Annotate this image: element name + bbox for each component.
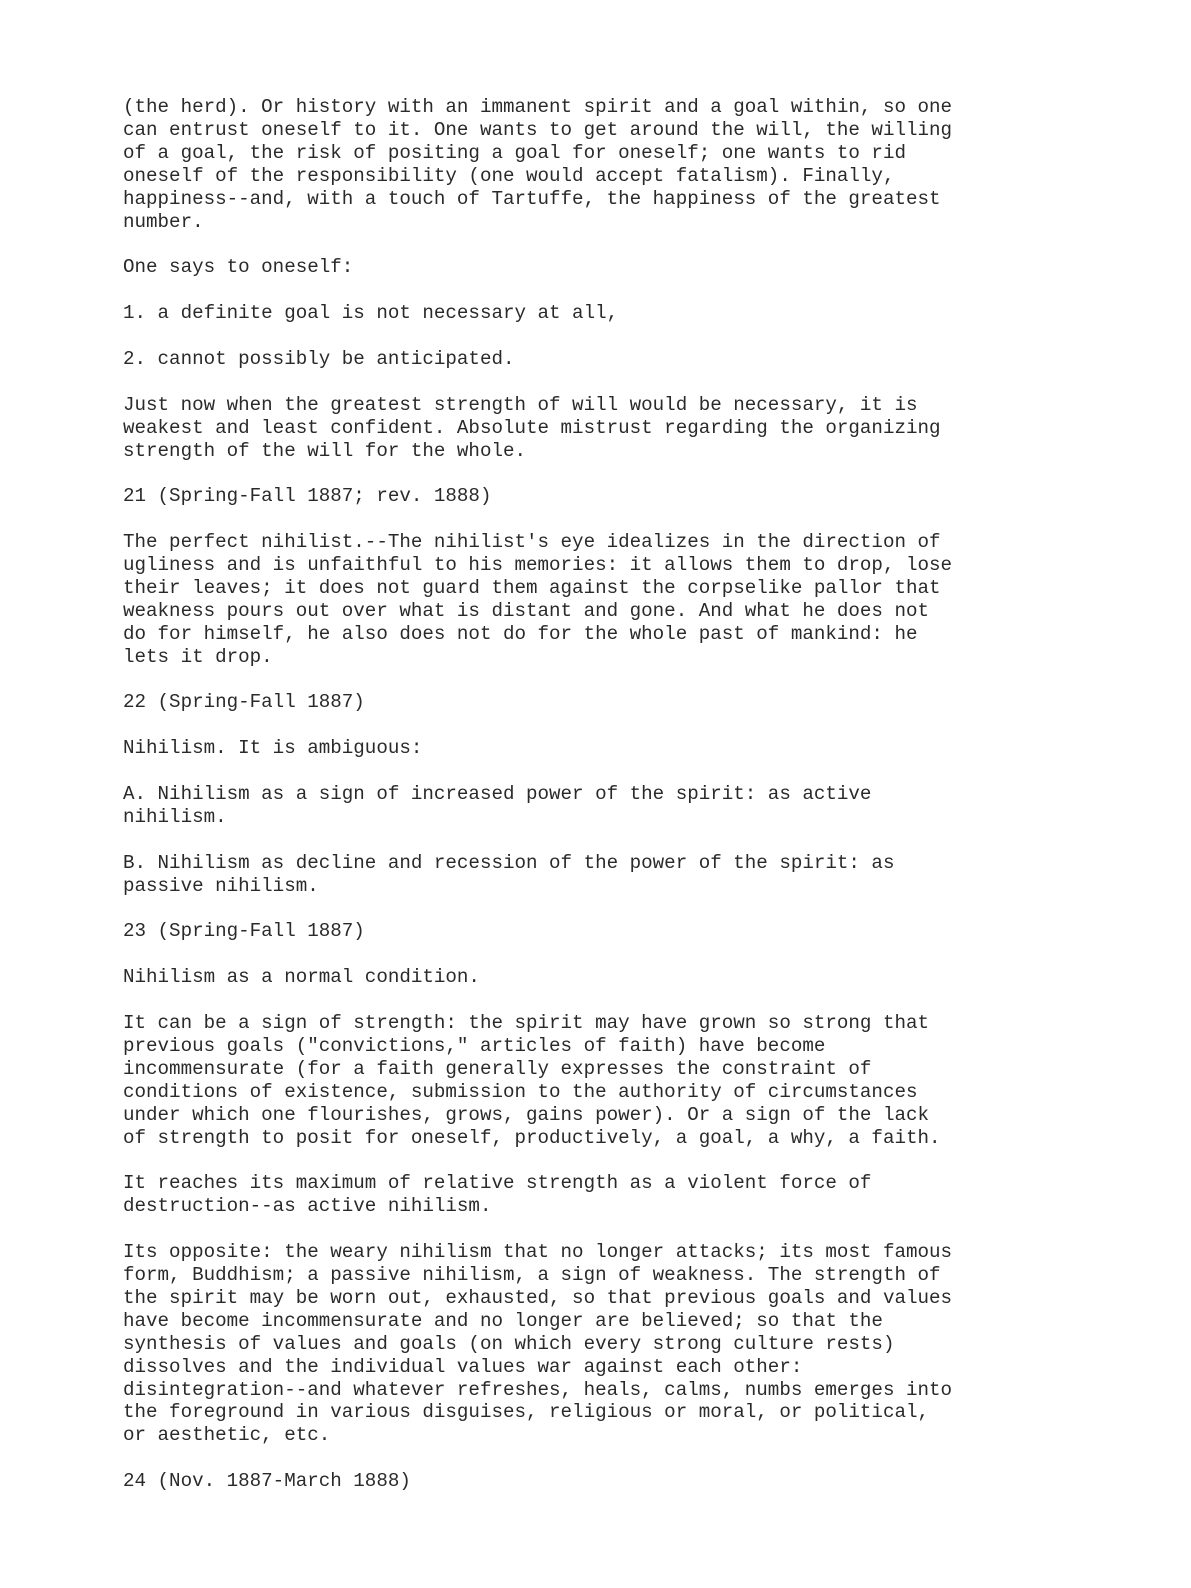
section-heading-21: 21 (Spring-Fall 1887; rev. 1888) (123, 485, 492, 508)
paragraph-one-says: One says to oneself: (123, 256, 354, 279)
paragraph-just-now: Just now when the greatest strength of will would be necessary, it is weakest and least confident. Absolute mistrust regarding the organizing strength of the will for the whole. (123, 393, 941, 462)
list-item-a: A. Nihilism as a sign of increased power of the spirit: as active nihilism. (123, 783, 872, 828)
paragraph-herd-history: (the herd). Or history with an immanent spirit and a goal within, so one can entrust oneself to it. One wants to get around the will, the willing of a goal, the risk of positing a goal for oneself; one wants to rid oneself of the responsibility (one would accept fatalism). Finally, happiness--and, with a touch of Tartuffe, the happiness of the greatest number. (123, 96, 953, 233)
paragraph-perfect-nihilist: The perfect nihilist.--The nihilist's eye idealizes in the direction of ugliness and is unfaithful to his memories: it allows them to drop, lose their leaves; it does not guard them against the corpselike pallor that weakness pours out over what is distant and gone. And what he does not do for himself, he also does not do for the whole past of mankind: he lets it drop. (123, 531, 953, 668)
document-page (123, 96, 1083, 1516)
paragraph-opposite: Its opposite: the weary nihilism that no longer attacks; its most famous form, Buddhism; a passive nihilism, a sign of weakness. The strength of the spirit may be worn out, exhausted, so that previous goals and values have become incommensurate and no longer are believed; so that the synthesis of values and goals (on which every strong culture rests) dissolves and the individual values war against each other: disintegration--and whatever refreshes, heals, calms, numbs emerges into the foreground in various disguises, religious or moral, or political, or aesthetic, etc. (123, 1241, 953, 1447)
list-item-1: 1. a definite goal is not necessary at all, (123, 302, 619, 325)
paragraph-ambiguous: Nihilism. It is ambiguous: (123, 737, 423, 760)
paragraph-maximum-strength: It reaches its maximum of relative strength as a violent force of destruction--as active nihilism. (123, 1172, 872, 1218)
paragraph-sign-of-strength: It can be a sign of strength: the spirit may have grown so strong that previous goals ("convictions," articles of faith) have become incommensurate (for a faith generally expresses the constraint of conditions of existence, submission to the authority of circumstances under which one flourishes, grows, gains power). Or a sign of the lack of strength to posit for oneself, productively, a goal, a why, a faith. (123, 1012, 941, 1149)
paragraph-normal-condition: Nihilism as a normal condition. (123, 966, 480, 989)
list-item-b: B. Nihilism as decline and recession of the power of the spirit: as passive nihilism. (123, 851, 895, 897)
section-heading-24: 24 (Nov. 1887-March 1888) (123, 1470, 411, 1493)
section-heading-22: 22 (Spring-Fall 1887) (123, 691, 365, 714)
section-heading-23: 23 (Spring-Fall 1887) (123, 920, 365, 943)
list-item-2: 2. cannot possibly be anticipated. (123, 347, 515, 370)
